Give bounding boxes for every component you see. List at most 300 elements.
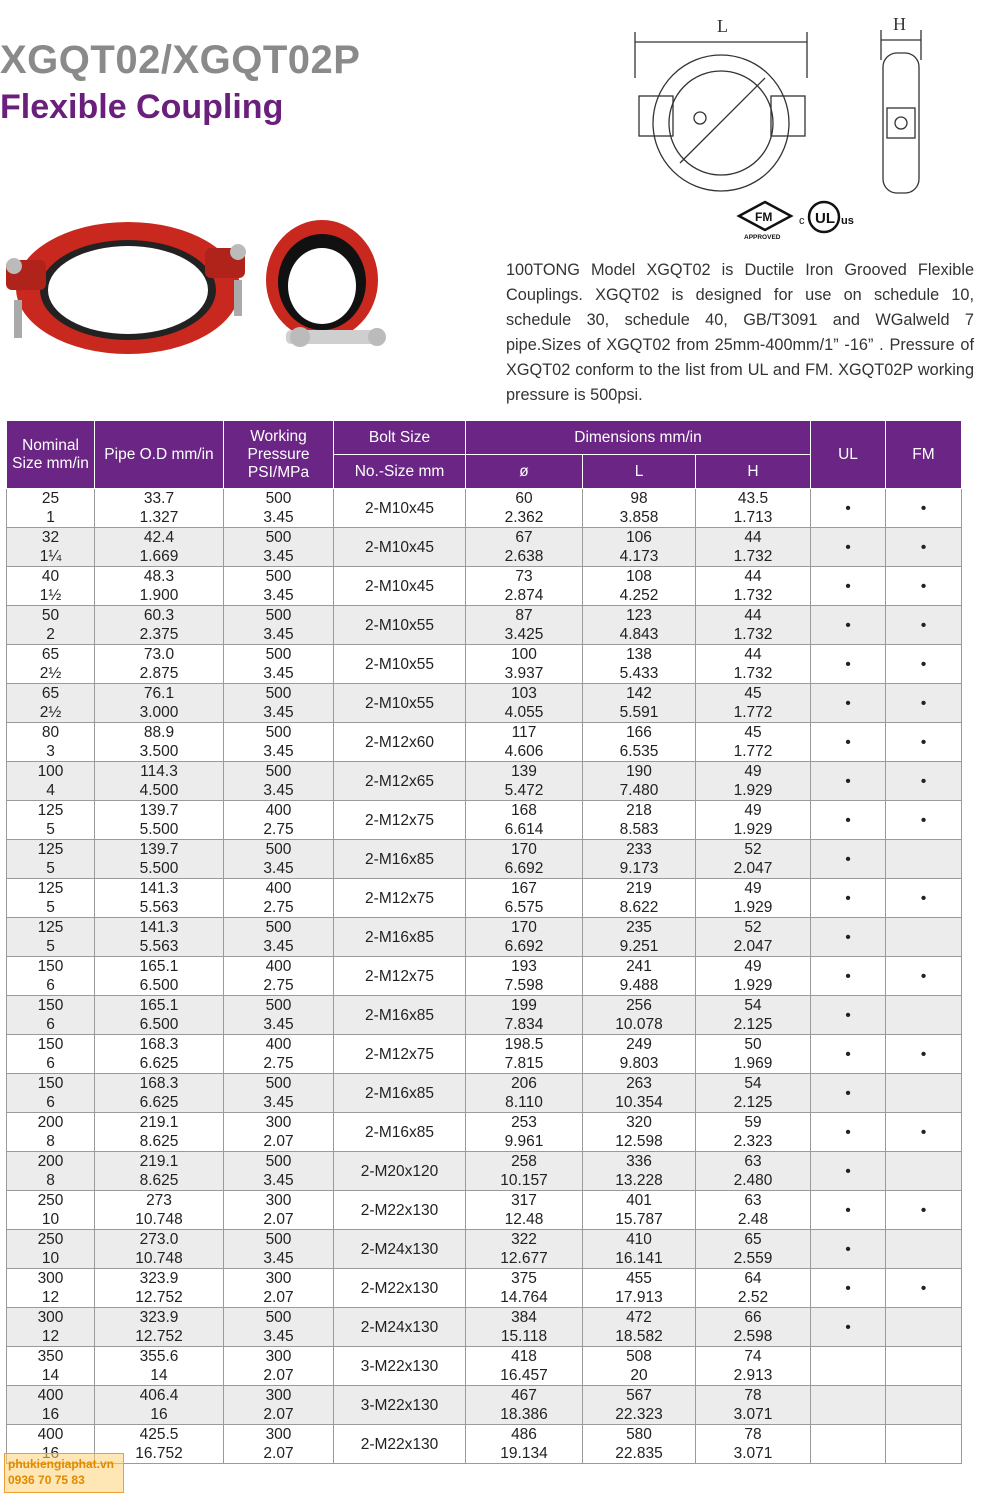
dimension-length-cell [583,762,696,801]
working-pressure-value: 400 [265,1036,292,1053]
dimension-height-value: 44 [744,646,762,663]
header-nominal-size: Nominal Size mm/in [7,421,95,489]
ul-listed-cell [811,996,886,1035]
bolt-size-cell [334,1386,466,1425]
ul-listed-cell [811,1035,886,1074]
pipe-od-secondary: 5.500 [139,860,179,877]
dimension-height-secondary: 1.929 [733,977,773,994]
dimension-height-secondary: 1.929 [733,899,773,916]
nominal-size-cell [7,1152,95,1191]
table-body [7,489,962,1464]
working-pressure-cell [224,1113,334,1152]
dimension-length-cell [583,528,696,567]
dimension-height-value: 74 [744,1348,762,1365]
bolt-size-cell [334,1035,466,1074]
nominal-size-secondary: 5 [46,821,55,838]
table-row [7,1074,962,1113]
product-description: 100TONG Model XGQT02 is Ductile Iron Grooved Flexible Couplings. XGQT02 is designed for use on schedule 10, schedule 30, schedule 40, GB/T3091 and WGalweld 7 pipe.Sizes of XGQT02 from 25mm-400mm/1” -16” . Pressure of XGQT02 conform to the list from UL and FM. XGQT02P working pressure is 500psi. [506,261,974,404]
fm-approved-value: • [920,577,927,595]
bolt-size-value: 2-M10x45 [365,499,434,517]
dimension-height-cell [696,684,811,723]
pipe-od-secondary: 10.748 [135,1211,183,1228]
ul-listed-value: • [845,655,851,673]
dimension-length-secondary: 10.354 [615,1094,663,1111]
bolt-size-cell [334,879,466,918]
pipe-od-secondary: 6.625 [139,1055,179,1072]
nominal-size-cell [7,762,95,801]
working-pressure-secondary: 3.45 [263,704,294,721]
working-pressure-value: 300 [265,1426,292,1443]
dimension-height-cell [696,1191,811,1230]
dimension-height-value: 63 [744,1153,762,1170]
pipe-od-secondary: 6.625 [139,1094,179,1111]
nominal-size-secondary: 5 [46,938,55,955]
pipe-od-value: 139.7 [139,802,179,819]
fm-approved-value: • [920,1045,927,1063]
header-dimensions: Dimensions mm/in [466,421,811,455]
fm-approved-cell [886,1035,962,1074]
coupling-photo [0,210,390,380]
pipe-od-cell [95,1230,224,1269]
fm-approved-cell [886,567,962,606]
pipe-od-cell [95,567,224,606]
ul-listed-cell [811,1230,886,1269]
dimension-height-value: 52 [744,841,762,858]
nominal-size-secondary: 12 [41,1328,60,1345]
dimension-diameter-secondary: 12.48 [504,1211,544,1228]
bolt-size-cell [334,1230,466,1269]
nominal-size-cell [7,1308,95,1347]
dimension-diameter-value: 117 [511,724,537,741]
specification-table [6,420,962,1464]
dimension-diameter-secondary: 2.874 [504,587,544,604]
working-pressure-cell [224,801,334,840]
dimension-length-value: 472 [626,1309,652,1326]
dimension-length-cell [583,1035,696,1074]
nominal-size-secondary: 2 [46,626,55,643]
pipe-od-secondary: 16 [150,1406,168,1423]
dimension-length-cell [583,957,696,996]
working-pressure-secondary: 2.07 [263,1211,294,1228]
working-pressure-secondary: 3.45 [263,587,294,604]
fm-approved-value: • [920,889,927,907]
table-row [7,957,962,996]
nominal-size-cell [7,1035,95,1074]
dimension-l-label: L [717,16,728,36]
nominal-size-value: 400 [37,1426,64,1443]
nominal-size-value: 25 [41,490,60,507]
table-row [7,1386,962,1425]
dimension-length-secondary: 4.843 [619,626,659,643]
dimension-height-value: 45 [744,724,762,741]
pipe-od-secondary: 3.000 [139,704,179,721]
working-pressure-value: 300 [265,1348,292,1365]
nominal-size-value: 50 [41,607,60,624]
dimension-height-cell [696,1230,811,1269]
dimension-diameter-cell [466,1269,583,1308]
pipe-od-cell [95,489,224,528]
dimension-length-cell [583,567,696,606]
header-bolt-number-size: No.-Size mm [334,455,466,489]
dimension-diameter-value: 170 [511,919,537,936]
dimension-length-cell [583,918,696,957]
dimension-height-cell [696,1347,811,1386]
dimension-length-value: 567 [626,1387,652,1404]
pipe-od-value: 165.1 [139,958,179,975]
working-pressure-cell [224,1074,334,1113]
nominal-size-secondary: 10 [41,1211,60,1228]
bolt-size-cell [334,567,466,606]
fm-approved-cell [886,606,962,645]
working-pressure-value: 500 [265,529,292,546]
dimension-length-secondary: 22.835 [615,1445,663,1462]
dimension-height-secondary: 1.772 [733,704,773,721]
dimension-length-cell [583,801,696,840]
pipe-od-cell [95,1113,224,1152]
fm-approved-cell [886,1269,962,1308]
working-pressure-cell [224,918,334,957]
dimension-length-cell [583,645,696,684]
pipe-od-cell [95,996,224,1035]
fm-approved-value: • [920,967,927,985]
dimension-height-secondary: 2.125 [733,1094,773,1111]
ul-listed-cell [811,879,886,918]
nominal-size-cell [7,1386,95,1425]
bolt-size-value: 2-M12x60 [365,733,434,751]
dimension-height-value: 44 [744,607,762,624]
ul-listed-cell [811,1074,886,1113]
pipe-od-cell [95,684,224,723]
pipe-od-value: 73.0 [143,646,175,663]
nominal-size-value: 100 [37,763,64,780]
working-pressure-value: 300 [265,1387,292,1404]
dimension-length-cell [583,840,696,879]
dimension-diameter-cell [466,1074,583,1113]
dimension-diameter-value: 253 [511,1114,537,1131]
dimension-height-cell [696,1425,811,1464]
fm-approved-cell [886,996,962,1035]
nominal-size-secondary: 1 [46,509,55,526]
pipe-od-cell [95,1269,224,1308]
dimension-height-secondary: 2.913 [733,1367,773,1384]
dimension-height-value: 65 [744,1231,762,1248]
fm-approved-value: • [920,616,927,634]
dimension-length-secondary: 17.913 [615,1289,663,1306]
ul-listed-cell [811,1308,886,1347]
header-ul: UL [811,421,886,489]
working-pressure-secondary: 3.45 [263,1328,294,1345]
table-row [7,1230,962,1269]
nominal-size-cell [7,918,95,957]
coupling-open-illustration [266,220,386,347]
ul-listed-value: • [845,928,851,946]
dimension-length-secondary: 18.582 [615,1328,663,1345]
pipe-od-secondary: 4.500 [139,782,179,799]
fm-approved-cell [886,528,962,567]
pipe-od-cell [95,528,224,567]
ul-listed-cell [811,1152,886,1191]
pipe-od-secondary: 6.500 [139,977,179,994]
pipe-od-cell [95,1386,224,1425]
dimension-length-secondary: 10.078 [615,1016,663,1033]
dimension-height-cell [696,606,811,645]
table-row [7,918,962,957]
dimension-height-secondary: 2.52 [737,1289,769,1306]
table-row [7,723,962,762]
nominal-size-cell [7,684,95,723]
fm-approved-cell [886,1386,962,1425]
technical-drawing [625,8,945,208]
table-row [7,606,962,645]
dimension-height-cell [696,1269,811,1308]
pipe-od-cell [95,840,224,879]
working-pressure-secondary: 3.45 [263,665,294,682]
dimension-diameter-value: 67 [515,529,533,546]
dimension-length-secondary: 5.433 [619,665,659,682]
working-pressure-value: 500 [265,685,292,702]
dimension-diameter-value: 317 [511,1192,537,1209]
bolt-size-value: 2-M12x75 [365,1045,434,1063]
dimension-diameter-cell [466,1152,583,1191]
bolt-size-value: 2-M10x55 [365,655,434,673]
dimension-length-value: 106 [626,529,652,546]
table-row [7,1152,962,1191]
pipe-od-secondary: 10.748 [135,1250,183,1267]
ul-listed-cell [811,840,886,879]
dimension-length-value: 142 [626,685,652,702]
bolt-size-cell [334,723,466,762]
fm-approved-cell [886,1191,962,1230]
working-pressure-cell [224,1152,334,1191]
dimension-height-cell [696,879,811,918]
nominal-size-value: 250 [37,1192,64,1209]
dimension-length-value: 401 [626,1192,652,1209]
dimension-length-secondary: 13.228 [615,1172,663,1189]
bolt-size-value: 2-M24x130 [360,1240,439,1258]
working-pressure-cell [224,645,334,684]
ul-listed-value: • [845,967,851,985]
working-pressure-value: 300 [265,1270,292,1287]
header-working-pressure: Working Pressure PSI/MPa [224,421,334,489]
dimension-length-value: 508 [626,1348,652,1365]
working-pressure-secondary: 2.07 [263,1445,294,1462]
dimension-length-secondary: 9.173 [619,860,659,877]
nominal-size-value: 250 [37,1231,64,1248]
dimension-height-value: 49 [744,802,762,819]
ul-listed-value: • [845,1318,851,1336]
pipe-od-cell [95,1308,224,1347]
ul-listed-value: • [845,1045,851,1063]
pipe-od-value: 406.4 [139,1387,179,1404]
dimension-height-secondary: 1.969 [733,1055,773,1072]
bolt-size-value: 2-M10x45 [365,577,434,595]
dimension-length-value: 263 [626,1075,652,1092]
dimension-diameter-value: 199 [511,997,537,1014]
dimension-length-cell [583,996,696,1035]
nominal-size-value: 125 [37,880,64,897]
table-row [7,528,962,567]
ul-listed-value: • [845,577,851,595]
dimension-length-cell [583,1113,696,1152]
header-height: H [696,455,811,489]
bolt-size-cell [334,996,466,1035]
bolt-size-value: 2-M22x130 [360,1279,439,1297]
pipe-od-secondary: 1.327 [139,509,179,526]
dimension-height-secondary: 2.598 [733,1328,773,1345]
working-pressure-cell [224,567,334,606]
pipe-od-value: 42.4 [143,529,175,546]
working-pressure-value: 500 [265,841,292,858]
pipe-od-secondary: 1.900 [139,587,179,604]
working-pressure-value: 400 [265,958,292,975]
working-pressure-secondary: 2.75 [263,1055,294,1072]
dimension-diameter-secondary: 16.457 [500,1367,548,1384]
product-title: Flexible Coupling [0,88,284,126]
dimension-length-value: 410 [626,1231,652,1248]
bolt-size-cell [334,489,466,528]
dimension-diameter-cell [466,801,583,840]
working-pressure-secondary: 3.45 [263,1016,294,1033]
nominal-size-secondary: 6 [46,977,55,994]
nominal-size-value: 300 [37,1309,64,1326]
dimension-diameter-cell [466,1113,583,1152]
working-pressure-cell [224,879,334,918]
fm-approved-value: • [920,811,927,829]
bolt-size-value: 3-M22x130 [360,1357,439,1375]
dimension-diameter-value: 87 [515,607,533,624]
bolt-size-value: 2-M16x85 [365,1006,434,1024]
working-pressure-value: 500 [265,1231,292,1248]
ul-listed-value: • [845,811,851,829]
table-row [7,840,962,879]
bolt-size-value: 3-M22x130 [360,1396,439,1414]
working-pressure-cell [224,996,334,1035]
dimension-height-cell [696,957,811,996]
dimension-height-secondary: 1.732 [733,587,773,604]
bolt-size-value: 2-M12x75 [365,967,434,985]
dimension-diameter-cell [466,1308,583,1347]
dimension-height-secondary: 2.125 [733,1016,773,1033]
ul-listed-cell [811,1386,886,1425]
dimension-height-cell [696,1152,811,1191]
nominal-size-secondary: 16 [41,1406,60,1423]
nominal-size-cell [7,1269,95,1308]
working-pressure-cell [224,489,334,528]
working-pressure-value: 300 [265,1192,292,1209]
watermark [4,1453,124,1493]
ul-listed-value: • [845,538,851,556]
working-pressure-secondary: 3.45 [263,509,294,526]
nominal-size-cell [7,1191,95,1230]
table-row [7,1035,962,1074]
nominal-size-secondary: 8 [46,1133,55,1150]
table-row [7,1269,962,1308]
nominal-size-value: 200 [37,1153,64,1170]
pipe-od-value: 139.7 [139,841,179,858]
pipe-od-value: 219.1 [139,1153,179,1170]
table-row [7,996,962,1035]
pipe-od-secondary: 6.500 [139,1016,179,1033]
dimension-length-secondary: 12.598 [615,1133,663,1150]
pipe-od-secondary: 12.752 [135,1289,183,1306]
table-row [7,1425,962,1464]
nominal-size-cell [7,957,95,996]
dimension-length-secondary: 6.535 [619,743,659,760]
working-pressure-cell [224,1035,334,1074]
fm-approved-cell [886,957,962,996]
dimension-diameter-secondary: 15.118 [500,1328,548,1345]
working-pressure-value: 400 [265,880,292,897]
dimension-length-cell [583,1347,696,1386]
bolt-size-cell [334,1191,466,1230]
dimension-length-secondary: 4.252 [619,587,659,604]
nominal-size-secondary: 2½ [39,704,62,721]
table-row [7,489,962,528]
working-pressure-cell [224,762,334,801]
dimension-diameter-cell [466,1191,583,1230]
dimension-length-cell [583,723,696,762]
ul-listed-cell [811,1113,886,1152]
certification-marks [733,198,868,242]
ul-listed-cell [811,1347,886,1386]
dimension-height-value: 49 [744,958,762,975]
nominal-size-value: 125 [37,919,64,936]
dimension-diameter-value: 384 [511,1309,537,1326]
dimension-height-secondary: 3.071 [733,1406,773,1423]
nominal-size-secondary: 1¼ [39,548,62,565]
dimension-length-secondary: 15.787 [615,1211,663,1228]
bolt-size-cell [334,528,466,567]
fm-approved-cell [886,1425,962,1464]
dimension-height-value: 45 [744,685,762,702]
fm-approved-value: • [920,655,927,673]
working-pressure-value: 500 [265,997,292,1014]
dimension-diameter-value: 198.5 [504,1036,544,1053]
bolt-size-cell [334,606,466,645]
bolt-size-value: 2-M24x130 [360,1318,439,1336]
working-pressure-value: 500 [265,724,292,741]
dimension-diameter-cell [466,1386,583,1425]
working-pressure-value: 300 [265,1114,292,1131]
fm-approved-cell [886,840,962,879]
dimension-diameter-secondary: 14.764 [500,1289,548,1306]
nominal-size-secondary: 4 [46,782,55,799]
dimension-height-cell [696,801,811,840]
dimension-length-cell [583,1308,696,1347]
ul-listed-value: • [845,1123,851,1141]
dimension-height-cell [696,1308,811,1347]
dimension-diameter-secondary: 3.937 [504,665,544,682]
pipe-od-value: 165.1 [139,997,179,1014]
dimension-length-value: 249 [626,1036,652,1053]
table-row [7,684,962,723]
pipe-od-cell [95,1074,224,1113]
working-pressure-secondary: 2.75 [263,977,294,994]
bolt-size-cell [334,1425,466,1464]
bolt-size-value: 2-M16x85 [365,928,434,946]
ul-listed-value: • [845,733,851,751]
working-pressure-cell [224,957,334,996]
dimension-height-value: 78 [744,1387,762,1404]
bolt-size-cell [334,1269,466,1308]
pipe-od-value: 168.3 [139,1036,179,1053]
fm-approved-cell [886,1113,962,1152]
dimension-height-cell [696,1074,811,1113]
bolt-size-cell [334,1152,466,1191]
working-pressure-cell [224,1347,334,1386]
dimension-height-secondary: 2.323 [733,1133,773,1150]
working-pressure-value: 500 [265,763,292,780]
